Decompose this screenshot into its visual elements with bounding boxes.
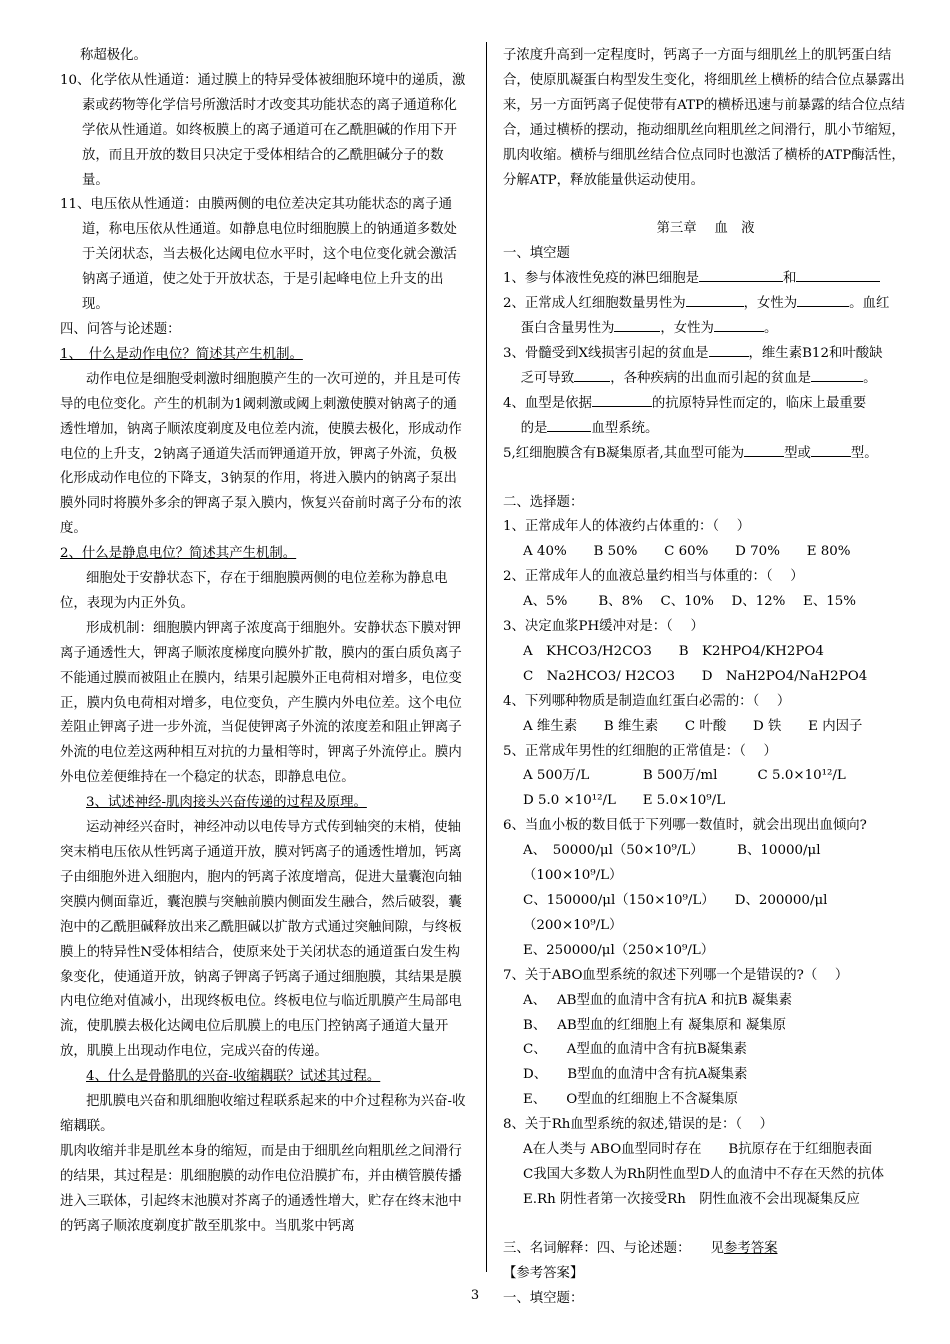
question-text: 和 xyxy=(783,271,797,287)
question-text: 乏可导致 xyxy=(503,370,575,386)
question-text: 4、血型是依据 xyxy=(503,395,592,411)
column-divider xyxy=(486,42,487,1272)
right-paragraph: 第三章 血 液 xyxy=(656,221,755,237)
right-paragraph xyxy=(503,193,908,217)
answer-blank[interactable] xyxy=(699,267,783,282)
question-text: ，维生素B12和叶酸缺 xyxy=(748,345,883,361)
choice-options[interactable]: A 500万/L B 500万/ml C 5.0×10¹²/L xyxy=(523,768,846,784)
fill-question xyxy=(503,317,908,342)
choice-options[interactable]: C、 A型血的血清中含有抗B凝集素 xyxy=(523,1042,747,1058)
left-paragraph: 动作电位是细胞受刺激时细胞膜产生的一次可逆的，并且是可传导的电位变化。产生的机制为1阈刺激或阈上刺激使膜对钠离子的通透性增加，钠离子顺浓度剃度及电位差内流，使膜去极化，形成动作电位的上升支，2钠离子通道失活而钾通道开放，钾离子外流，负极化形成动作电位的下降支，3钠泵的作用，将进入膜内的钠离子泵出膜外同时将膜外多余的钾离子泵入膜内，恢复兴奋前时离子分布的浓度。 xyxy=(60,371,462,537)
answer-blank[interactable] xyxy=(811,442,851,457)
choice-options[interactable]: C Na2HCO3/ H2CO3 D NaH2PO4/NaH2PO4 xyxy=(523,668,868,684)
left-paragraph: 四、问答与论述题： xyxy=(60,321,181,337)
question-text: 型。 xyxy=(850,445,878,461)
choice-question: 2、正常成年人的血液总量约相当与体重的：（ ） xyxy=(503,569,804,585)
question-text: 的是 xyxy=(503,420,548,436)
reference-answer-title: 【参考答案】 xyxy=(503,1265,584,1281)
left-paragraph: 运动神经兴奋时，神经冲动以电传导方式传到轴突的末梢，使轴突末梢电压依从性钙离子通道开放，膜对钙离子的通透性增加，钙离子由细胞外进入细胞内，胞内的钙离子浓度增高，促进大量囊泡向轴突膜内侧面靠近，囊泡膜与突触前膜内侧面发生融合，然后破裂，囊泡中的乙酰胆碱释放出来乙酰胆碱以扩散方式通过突触间隙，与终板膜上的特异性N受体相结合，使原来处于关闭状态的通道蛋白发生构象变化，使通道开放，钠离子钾离子钙离子通过细胞膜，其结果是膜内电位绝对值减小，出现终板电位。终板电位与临近肌膜产生局部电流，使肌膜去极化达阈电位后肌膜上的电压门控钠离子通道大量开放，肌膜上出现动作电位，完成兴奋的传递。 xyxy=(60,820,462,1060)
tail-line-1 xyxy=(503,1237,908,1262)
fill-answer-title: 一、填空题： xyxy=(503,1290,584,1306)
choice-options[interactable]: B、 AB型血的红细胞上有 凝集原和 凝集原 xyxy=(523,1017,787,1033)
left-paragraph: 称超极化。 xyxy=(80,48,147,63)
left-paragraph: 11、电压依从性通道：由膜两侧的电位差决定其功能状态的离子通道，称电压依从性通道。如静息电位时细胞膜上的钠通道多数处于关闭状态，当去极化达阈电位水平时，这个电位变化就会激活钠离子通道，使之处于开放状态，于是引起峰电位上升支的出现。 xyxy=(60,197,457,313)
right-column xyxy=(503,44,908,1312)
choice-question: 8、关于Rh血型系统的叙述,错误的是：（ ） xyxy=(503,1117,774,1133)
choice-options[interactable]: A、5% B、8% C、10% D、12% E、15% xyxy=(523,594,856,610)
question-text: ，女性为 xyxy=(743,296,798,312)
fill-question xyxy=(503,392,908,417)
question-text: 5,红细胞膜含有B凝集原者,其血型可能为 xyxy=(503,445,745,461)
answer-blank[interactable] xyxy=(686,292,744,307)
choice-question: 1、正常成年人的体液约占体重的：（ ） xyxy=(503,519,751,535)
answer-blank[interactable] xyxy=(709,342,749,357)
fill-blank-section xyxy=(503,267,908,466)
question-text: 。 xyxy=(763,321,778,337)
answer-blank[interactable] xyxy=(744,442,784,457)
question-text: 。血红 xyxy=(849,296,890,312)
fill-question xyxy=(503,367,908,392)
choice-question: 4、下列哪种物质是制造血红蛋白必需的：（ ） xyxy=(503,693,791,709)
question-text: 型或 xyxy=(784,445,811,461)
left-paragraph: 4、什么是骨骼肌的兴奋-收缩耦联？试述其过程。 xyxy=(86,1069,381,1085)
choice-section-title: 二、选择题： xyxy=(503,494,584,510)
choice-options[interactable]: E.Rh 阴性者第一次接受Rh 阴性血液不会出现凝集反应 xyxy=(523,1191,860,1207)
question-text: 血型系统。 xyxy=(591,420,659,436)
left-paragraph: 3、试述神经-肌肉接头兴奋传递的过程及原理。 xyxy=(86,795,367,811)
question-text: ，女性为 xyxy=(660,321,714,337)
answer-blank[interactable] xyxy=(811,367,863,382)
fill-question xyxy=(503,342,908,367)
choice-options[interactable]: A、 AB型血的血清中含有抗A 和抗B 凝集素 xyxy=(523,992,793,1008)
choice-options[interactable]: C我国大多数人为Rh阴性血型D人的血清中不存在天然的抗体 xyxy=(523,1166,885,1182)
fill-question xyxy=(503,417,908,442)
answer-link[interactable]: 参考答案 xyxy=(723,1240,778,1256)
left-paragraph: 10、化学依从性通道：通过膜上的特异受体被细胞环境中的递质，激素或药物等化学信号所激活时才改变其功能状态的离子通道称化学依从性通道。如终板膜上的离子通道可在乙酰胆碱的作用下开放，而且开放的数目只决定于受体相结合的乙酰胆碱分子的数量。 xyxy=(60,72,466,188)
choice-options[interactable]: C、150000/μl（150×10⁹/L） D、200000/μl（200×10⁹/L） xyxy=(523,893,828,933)
choice-options[interactable]: A 维生素 B 维生素 C 叶酸 D 铁 E 内因子 xyxy=(523,718,863,734)
choice-options[interactable]: E、250000/μl（250×10⁹/L） xyxy=(523,942,715,958)
left-paragraph: 形成机制：细胞膜内钾离子浓度高于细胞外。安静状态下膜对钾离子通透性大，钾离子顺浓度梯度向膜外扩散，膜内的蛋白质负离子不能通过膜而被阻止在膜内，结果引起膜外正电荷相对增多，电位变正，膜内负电荷相对增多，电位变负，产生膜内外电位差。这个电位差阻止钾离子进一步外流，当促使钾离子外流的浓度差和阻止钾离子外流的电位差这两种相互对抗的力量相等时，钾离子外流停止。膜内外电位差便维持在一个稳定的状态，即静息电位。 xyxy=(60,620,462,786)
choice-options[interactable]: E、 O型血的红细胞上不含凝集原 xyxy=(523,1092,738,1108)
question-text: 2、正常成人红细胞数量男性为 xyxy=(503,296,686,312)
answer-blank[interactable] xyxy=(592,392,652,407)
fill-question xyxy=(503,292,908,317)
answer-blank[interactable] xyxy=(714,317,764,332)
choice-options[interactable]: D 5.0 ×10¹²/L E 5.0×10⁹/L xyxy=(523,793,726,809)
question-text: 3、骨髓受到X线损害引起的贫血是 xyxy=(503,345,709,361)
question-text: 的抗原特异性而定的，临床上最重要 xyxy=(651,395,867,411)
left-paragraph: 1、 什么是动作电位？简述其产生机制。 xyxy=(60,346,303,362)
choice-question: 5、正常成年男性的红细胞的正常值是：（ ） xyxy=(503,743,777,759)
left-column xyxy=(60,44,470,1240)
answer-blank[interactable] xyxy=(797,292,849,307)
answer-blank[interactable] xyxy=(796,267,880,282)
choice-question: 6、当血小板的数目低于下列哪一数值时，就会出现出血倾向? xyxy=(503,818,867,834)
choice-options[interactable]: A 40% B 50% C 60% D 70% E 80% xyxy=(523,544,851,560)
answer-blank[interactable] xyxy=(614,317,660,332)
left-paragraph: 2、什么是静息电位？简述其产生机制。 xyxy=(60,546,297,562)
fill-question xyxy=(503,442,908,467)
right-paragraph: 子浓度升高到一定程度时，钙离子一方面与细肌丝上的肌钙蛋白结合，使原肌凝蛋白构型发生变化，将细肌丝上横桥的结合位点暴露出来，另一方面钙离子促使带有ATP的横桥迅速与前暴露的结合位点结合，通过横桥的摆动，拖动细肌丝向粗肌丝之间滑行，肌小节缩短，肌肉收缩。横桥与细肌丝结合位点同时也激活了横桥的ATP酶活性，分解ATP，释放能量供运动使用。 xyxy=(503,48,905,188)
question-text: ，各种疾病的出血而引起的贫血是 xyxy=(610,370,812,386)
choice-options[interactable]: A在人类与 ABO血型同时存在 B抗原存在于红细胞表面 xyxy=(523,1142,873,1158)
question-text: 1、参与体液性免疫的淋巴细胞是 xyxy=(503,271,699,287)
page-number: 3 xyxy=(470,1288,480,1303)
tail-text: 三、名词解释：四、与论述题： 见 xyxy=(503,1240,724,1256)
question-text: 蛋白含量男性为 xyxy=(503,321,615,337)
choice-options[interactable]: A KHCO3/H2CO3 B K2HPO4/KH2PO4 xyxy=(523,643,824,659)
left-paragraph: 把肌膜电兴奋和肌细胞收缩过程联系起来的中介过程称为兴奋-收缩耦联。 xyxy=(60,1094,466,1134)
question-text: 。 xyxy=(863,370,877,386)
left-paragraph: 细胞处于安静状态下，存在于细胞膜两侧的电位差称为静息电位，表现为内正外负。 xyxy=(60,571,448,611)
choice-options[interactable]: A、 50000/μl（50×10⁹/L） B、10000/μl（100×10⁹/L） xyxy=(523,843,821,884)
left-paragraph: 肌肉收缩并非是肌丝本身的缩短，而是由于细肌丝向粗肌丝之间滑行的结果，其过程是：肌细胞膜的动作电位沿膜扩布，并由横管膜传播进入三联体，引起终末池膜对芥离子的通透性增大，贮存在终末池中的钙离子顺浓度剃度扩散至肌浆中。当肌浆中钙离 xyxy=(60,1143,462,1234)
right-paragraph: 一、填空题 xyxy=(503,246,570,262)
answer-blank[interactable] xyxy=(574,367,610,382)
right-intro xyxy=(503,44,908,267)
choice-section xyxy=(503,515,908,1212)
choice-question: 7、关于ABO血型系统的叙述下列哪一个是错误的?（ ） xyxy=(503,967,849,983)
fill-question xyxy=(503,267,908,292)
choice-question: 3、决定血浆PH缓冲对是：（ ） xyxy=(503,619,704,635)
choice-options[interactable]: D、 B型血的血清中含有抗A凝集素 xyxy=(523,1067,748,1083)
answer-blank[interactable] xyxy=(547,417,591,432)
